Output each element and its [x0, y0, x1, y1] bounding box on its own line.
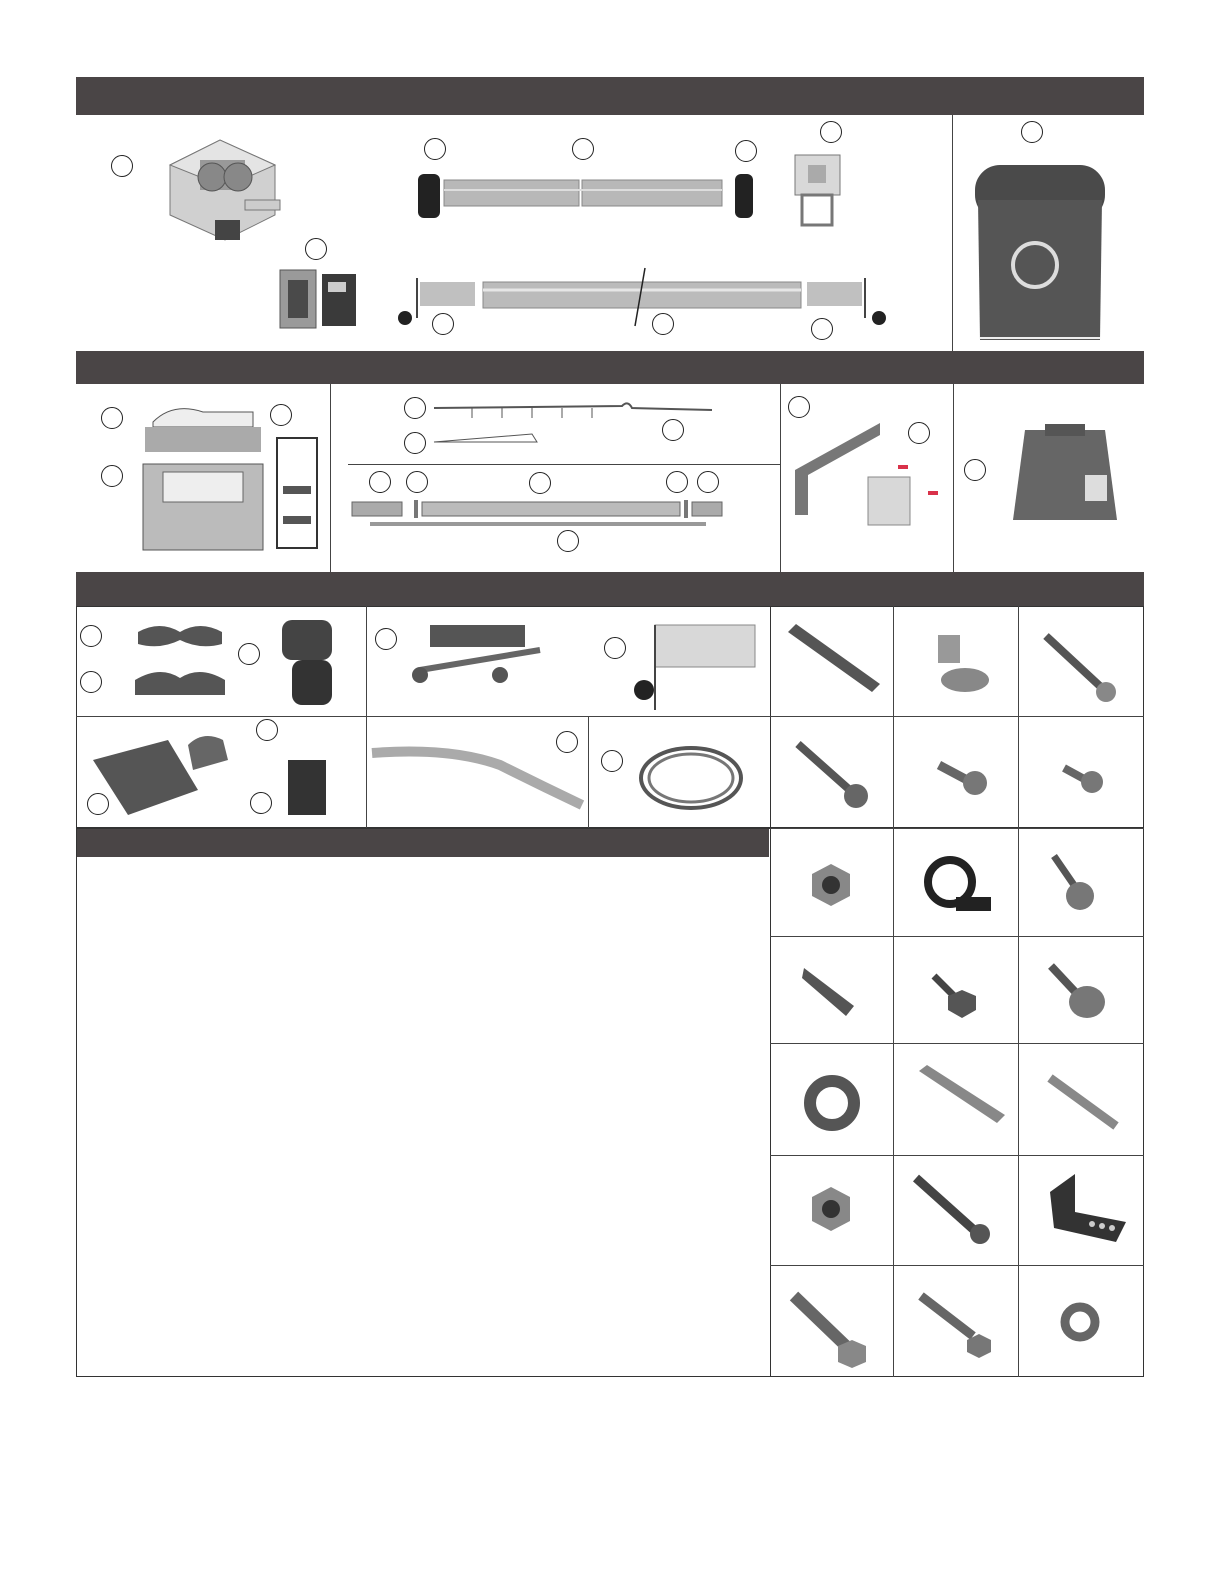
- split-washer-icon: [1055, 1300, 1105, 1345]
- callout-marker: [572, 138, 594, 160]
- callout-marker: [80, 671, 102, 693]
- channel-profile-icon: [275, 436, 320, 551]
- callout-marker: [404, 432, 426, 454]
- nylon-lock-nut-icon: [808, 1183, 854, 1233]
- key-stock-icon: [915, 1065, 1007, 1125]
- divider: [348, 464, 780, 465]
- motor-assembly-icon: [160, 125, 290, 250]
- callout-marker: [101, 407, 123, 429]
- divider: [1018, 606, 1019, 1377]
- divider: [588, 716, 589, 828]
- wheel-carriage-icon: [400, 620, 560, 690]
- callout-marker: [604, 637, 626, 659]
- divider: [953, 384, 954, 572]
- divider: [952, 115, 953, 351]
- divider: [770, 716, 1144, 717]
- callout-marker: [811, 318, 833, 340]
- callout-marker: [375, 628, 397, 650]
- divider: [780, 384, 781, 572]
- callout-marker: [111, 155, 133, 177]
- callout-marker: [666, 471, 688, 493]
- callout-marker: [652, 313, 674, 335]
- carriage-bolt-icon: [1045, 960, 1115, 1025]
- long-screw-icon: [910, 1172, 995, 1247]
- wood-screw-icon: [1040, 630, 1120, 705]
- section-1-header: [76, 77, 1144, 115]
- divider: [770, 1043, 1144, 1044]
- end-cap-block-icon: [88, 725, 343, 820]
- end-bracket-knob-icon: [630, 620, 760, 715]
- machine-screw-icon: [935, 755, 995, 800]
- callout-marker: [1021, 121, 1043, 143]
- callout-marker: [406, 471, 428, 493]
- callout-marker: [424, 138, 446, 160]
- callout-marker: [256, 719, 278, 741]
- short-screw-icon: [1060, 760, 1110, 800]
- notes-area: [77, 858, 769, 1376]
- bracket-hinge-icon: [272, 615, 352, 710]
- coiled-wire-icon: [636, 740, 746, 820]
- switch-box-icon: [278, 268, 358, 330]
- divider: [893, 606, 894, 1377]
- callout-marker: [662, 419, 684, 441]
- callout-marker: [601, 750, 623, 772]
- sheet-metal-screw-icon: [1048, 852, 1103, 917]
- weatherstrip-icon: [784, 624, 884, 694]
- roller-tube-icon: [412, 172, 757, 222]
- cover-bag-icon: [970, 160, 1110, 345]
- callout-marker: [404, 397, 426, 419]
- callout-marker: [432, 313, 454, 335]
- lag-screw-icon: [915, 1290, 995, 1360]
- callout-marker: [908, 422, 930, 444]
- callout-marker: [788, 396, 810, 418]
- wall-anchor-icon: [800, 962, 862, 1020]
- callout-marker: [101, 465, 123, 487]
- section-2-header: [76, 351, 1144, 384]
- divider: [770, 1155, 1144, 1156]
- track-assembly-icon: [352, 500, 724, 530]
- divider: [770, 936, 1144, 937]
- hex-bolt-icon: [788, 1290, 870, 1370]
- divider: [770, 828, 1144, 829]
- pump-icon: [1005, 420, 1125, 530]
- callout-marker: [80, 625, 102, 647]
- pan-head-screw-icon: [792, 738, 872, 813]
- divider: [330, 384, 331, 572]
- callout-marker: [238, 643, 260, 665]
- callout-marker: [735, 140, 757, 162]
- divider: [366, 606, 367, 828]
- section-3-header: [76, 572, 1144, 606]
- cable-clamp-icon: [920, 852, 995, 924]
- corner-bracket-icon: [1040, 1172, 1130, 1247]
- ground-lug-icon: [930, 630, 990, 695]
- mounting-bracket-icon: [790, 150, 845, 230]
- divider: [76, 716, 770, 717]
- callout-marker: [697, 471, 719, 493]
- callout-marker: [964, 459, 986, 481]
- lock-nut-icon: [808, 862, 854, 908]
- connector-clip-icon: [130, 620, 230, 700]
- callout-marker: [556, 731, 578, 753]
- callout-marker: [270, 404, 292, 426]
- callout-marker: [529, 472, 551, 494]
- roll-pin-icon: [1044, 1072, 1124, 1134]
- lock-washer-icon: [802, 1074, 862, 1132]
- callout-marker: [369, 471, 391, 493]
- callout-marker: [87, 793, 109, 815]
- divider: [770, 1265, 1144, 1266]
- callout-marker: [820, 121, 842, 143]
- curved-rail-icon: [370, 745, 585, 815]
- callout-marker: [305, 238, 327, 260]
- hex-washer-screw-icon: [930, 972, 985, 1022]
- extrusion-profile-icon: [143, 402, 263, 552]
- callout-marker: [557, 530, 579, 552]
- callout-marker: [250, 792, 272, 814]
